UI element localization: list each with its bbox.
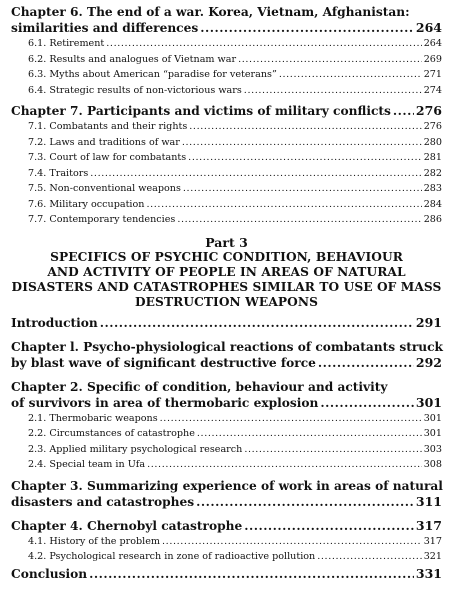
entry-title: 4.1. History of the problem bbox=[28, 535, 161, 547]
dot-leader bbox=[320, 395, 414, 411]
chapter-title-line: Chapter 2. Specific of condition, behaviour and activity bbox=[11, 379, 388, 394]
toc-entry bbox=[11, 67, 442, 83]
entry-title: 6.1. Retirement bbox=[28, 38, 105, 49]
toc-chapter-3 bbox=[11, 478, 442, 510]
chapter-title-row bbox=[11, 103, 442, 119]
dot-leader bbox=[238, 52, 422, 68]
page-number: 269 bbox=[423, 53, 442, 65]
chapter-title-line: Chapter 4. Chernobyl catastrophe bbox=[11, 518, 243, 533]
entry-title: 2.1. Thermobaric weapons bbox=[28, 412, 158, 424]
page-number: 264 bbox=[415, 20, 442, 35]
dot-leader bbox=[183, 181, 422, 197]
page-number: 274 bbox=[423, 84, 442, 96]
toc-entry bbox=[11, 150, 442, 166]
toc-entry bbox=[11, 181, 442, 197]
dot-leader bbox=[244, 518, 414, 534]
toc-entry bbox=[11, 457, 442, 473]
page-number: 281 bbox=[423, 152, 442, 163]
page-number: 283 bbox=[423, 183, 442, 194]
page-number: 280 bbox=[423, 136, 442, 148]
chapter-title-line: by blast wave of significant destructive force bbox=[11, 355, 316, 370]
dot-leader bbox=[189, 119, 421, 135]
toc-chapter-6 bbox=[11, 4, 442, 36]
page-number: 301 bbox=[423, 412, 442, 424]
entry-title: 2.2. Circumstances of catastrophe bbox=[28, 428, 195, 439]
part-title-line: DISASTERS AND CATASTROPHES SIMILAR TO USE OF MASS bbox=[11, 279, 442, 294]
page-number: 292 bbox=[415, 354, 442, 370]
dot-leader bbox=[182, 135, 422, 151]
entry-title: 7.7. Contemporary tendencies bbox=[28, 214, 176, 225]
dot-leader bbox=[177, 212, 421, 228]
dot-leader bbox=[318, 355, 414, 371]
toc-conclusion bbox=[11, 566, 442, 582]
page-number: 284 bbox=[423, 198, 442, 210]
dot-leader bbox=[106, 36, 421, 52]
chapter-title-line: Chapter l. Psycho-physiological reactions of combatants struck bbox=[11, 339, 443, 354]
dot-leader bbox=[147, 457, 422, 473]
toc-entry bbox=[11, 212, 442, 228]
toc-entry bbox=[11, 197, 442, 213]
toc-chapter-7 bbox=[11, 103, 442, 119]
toc-entry bbox=[11, 411, 442, 427]
page-number: 276 bbox=[423, 121, 442, 132]
page-number: 291 bbox=[415, 314, 442, 330]
toc-entry bbox=[11, 119, 442, 135]
dot-leader bbox=[196, 494, 414, 510]
toc-entry bbox=[11, 549, 442, 565]
dot-leader bbox=[188, 150, 422, 166]
toc-entry bbox=[11, 83, 442, 99]
dot-leader bbox=[100, 315, 414, 331]
dot-leader bbox=[393, 103, 414, 119]
chapter-title-line: Chapter 3. Summarizing experience of work in areas of natural bbox=[11, 478, 443, 493]
chapter-title-row bbox=[11, 518, 442, 534]
dot-leader bbox=[197, 426, 422, 442]
chapter-title-line: disasters and catastrophes bbox=[11, 494, 195, 509]
chapter-title-row bbox=[11, 20, 442, 36]
chapter-title-row bbox=[11, 395, 442, 411]
page-number: 271 bbox=[423, 69, 442, 80]
chapter-title-row bbox=[11, 566, 442, 582]
part-title-line: DESTRUCTION WEAPONS bbox=[134, 294, 318, 309]
page-number: 264 bbox=[423, 38, 442, 49]
page-number: 317 bbox=[423, 535, 442, 547]
entry-title: 7.2. Laws and traditions of war bbox=[28, 136, 180, 148]
part-label: Part 3 bbox=[205, 234, 248, 250]
dot-leader bbox=[244, 83, 422, 99]
entry-title: 7.3. Court of law for combatants bbox=[28, 152, 187, 163]
chapter-title-line: similarities and differences bbox=[11, 21, 199, 35]
dot-leader bbox=[146, 197, 421, 213]
dot-leader bbox=[160, 411, 422, 427]
dot-leader bbox=[200, 20, 414, 36]
dot-leader bbox=[90, 166, 421, 182]
toc-introduction bbox=[11, 315, 442, 331]
toc-chapter-2 bbox=[11, 379, 442, 411]
chapter-title-line: Chapter 6. The end of a war. Korea, Vietnam, Afghanistan: bbox=[11, 5, 410, 19]
entry-title: 2.4. Special team in Ufa bbox=[28, 459, 146, 470]
entry-title: 6.4. Strategic results of non-victorious wars bbox=[28, 84, 242, 96]
page-number: 321 bbox=[423, 551, 442, 562]
dot-leader bbox=[162, 534, 422, 550]
page-number: 301 bbox=[423, 428, 442, 439]
page-number: 276 bbox=[415, 103, 442, 118]
toc-entry bbox=[11, 36, 442, 52]
entry-title: 6.3. Myths about American “paradise for veterans” bbox=[28, 69, 277, 80]
chapter-title-line: Introduction bbox=[11, 315, 98, 330]
part-title-line: SPECIFICS OF PSYCHIC CONDITION, BEHAVIOUR bbox=[50, 249, 403, 264]
chapter-title-line: Conclusion bbox=[11, 566, 88, 581]
part-title-line: AND ACTIVITY OF PEOPLE IN AREAS OF NATURAL bbox=[47, 264, 406, 279]
toc-entry bbox=[11, 426, 442, 442]
toc-entry bbox=[11, 135, 442, 151]
page-number: 303 bbox=[423, 443, 442, 455]
entry-title: 6.2. Results and analogues of Vietnam war bbox=[28, 53, 237, 65]
chapter-title-row bbox=[11, 315, 442, 331]
chapter-title-line: of survivors in area of thermobaric explosion bbox=[11, 395, 319, 410]
entry-title: 4.2. Psychological research in zone of radioactive pollution bbox=[28, 551, 316, 562]
page-number: 286 bbox=[423, 214, 442, 225]
toc-chapter-1 bbox=[11, 339, 442, 371]
toc-entry bbox=[11, 442, 442, 458]
toc-entry bbox=[11, 52, 442, 68]
page-number: 282 bbox=[423, 167, 442, 179]
chapter-title-row bbox=[11, 494, 442, 510]
page-number: 311 bbox=[415, 493, 442, 509]
toc-chapter-4 bbox=[11, 518, 442, 534]
entry-title: 2.3. Applied military psychological research bbox=[28, 443, 243, 455]
page-number: 308 bbox=[423, 459, 442, 470]
dot-leader bbox=[244, 442, 421, 458]
page-number: 317 bbox=[415, 517, 442, 533]
page-number: 331 bbox=[415, 565, 442, 581]
dot-leader bbox=[317, 549, 421, 565]
entry-title: 7.6. Military occupation bbox=[28, 198, 145, 210]
toc-entry bbox=[11, 534, 442, 550]
dot-leader bbox=[89, 566, 414, 582]
chapter-title-row bbox=[11, 355, 442, 371]
page-number: 301 bbox=[415, 394, 442, 410]
entry-title: 7.4. Traitors bbox=[28, 167, 89, 179]
entry-title: 7.1. Combatants and their rights bbox=[28, 121, 188, 132]
dot-leader bbox=[279, 67, 422, 83]
entry-title: 7.5. Non-conventional weapons bbox=[28, 183, 181, 194]
part-heading bbox=[11, 235, 442, 310]
toc-entry bbox=[11, 166, 442, 182]
chapter-title-line: Chapter 7. Participants and victims of military conflicts bbox=[11, 104, 391, 118]
